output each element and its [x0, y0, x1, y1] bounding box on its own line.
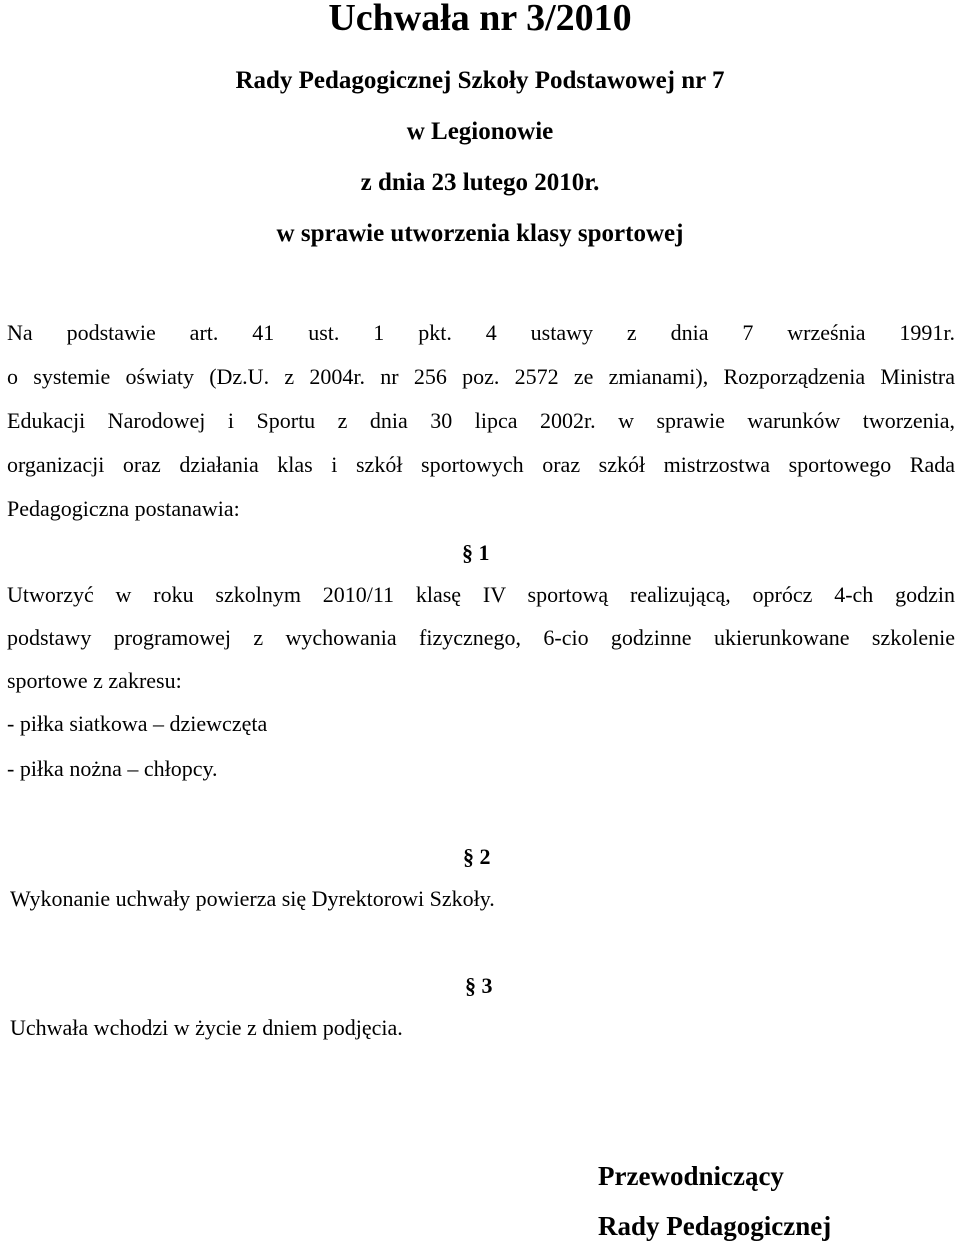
preamble-line: Pedagogiczna postanawia: [7, 496, 240, 521]
section-1-line: Utworzyć w roku szkolnym 2010/11 klasę IV sportową realizującą, oprócz 4-ch godzin [7, 582, 955, 607]
section-3-heading: § 3 [465, 973, 493, 998]
subject-line: w sprawie utworzenia klasy sportowej [276, 220, 684, 247]
list-item: - piłka siatkowa – dziewczęta [7, 711, 268, 736]
section-3-text: Uchwała wchodzi w życie z dniem podjęcia. [10, 1015, 403, 1040]
list-item: - piłka nożna – chłopcy. [7, 756, 218, 781]
section-2-heading: § 2 [463, 844, 491, 869]
signature-body: Rady Pedagogicznej [598, 1211, 832, 1241]
issuer-line: Rady Pedagogicznej Szkoły Podstawowej nr 7 [235, 67, 725, 94]
preamble-line: organizacji oraz działania klas i szkół sportowych oraz szkół mistrzostwa sportowego Rada [7, 452, 955, 477]
location-line: w Legionowie [406, 118, 554, 145]
section-1-line: podstawy programowej z wychowania fizycznego, 6-cio godzinne ukierunkowane szkolenie [7, 625, 955, 650]
preamble-line: Na podstawie art. 41 ust. 1 pkt. 4 ustawy z dnia 7 września 1991r. [7, 320, 955, 345]
date-line: z dnia 23 lutego 2010r. [360, 169, 600, 196]
document-title: Uchwała nr 3/2010 [328, 0, 632, 39]
section-2-text: Wykonanie uchwały powierza się Dyrektorowi Szkoły. [10, 886, 495, 911]
preamble-line: o systemie oświaty (Dz.U. z 2004r. nr 256 poz. 2572 ze zmianami), Rozporządzenia Ministra [7, 364, 955, 389]
section-1-line: sportowe z zakresu: [7, 668, 182, 693]
section-1-heading: § 1 [462, 540, 490, 565]
signature-title: Przewodniczący [598, 1161, 784, 1191]
preamble-line: Edukacji Narodowej i Sportu z dnia 30 lipca 2002r. w sprawie warunków tworzenia, [7, 408, 955, 433]
